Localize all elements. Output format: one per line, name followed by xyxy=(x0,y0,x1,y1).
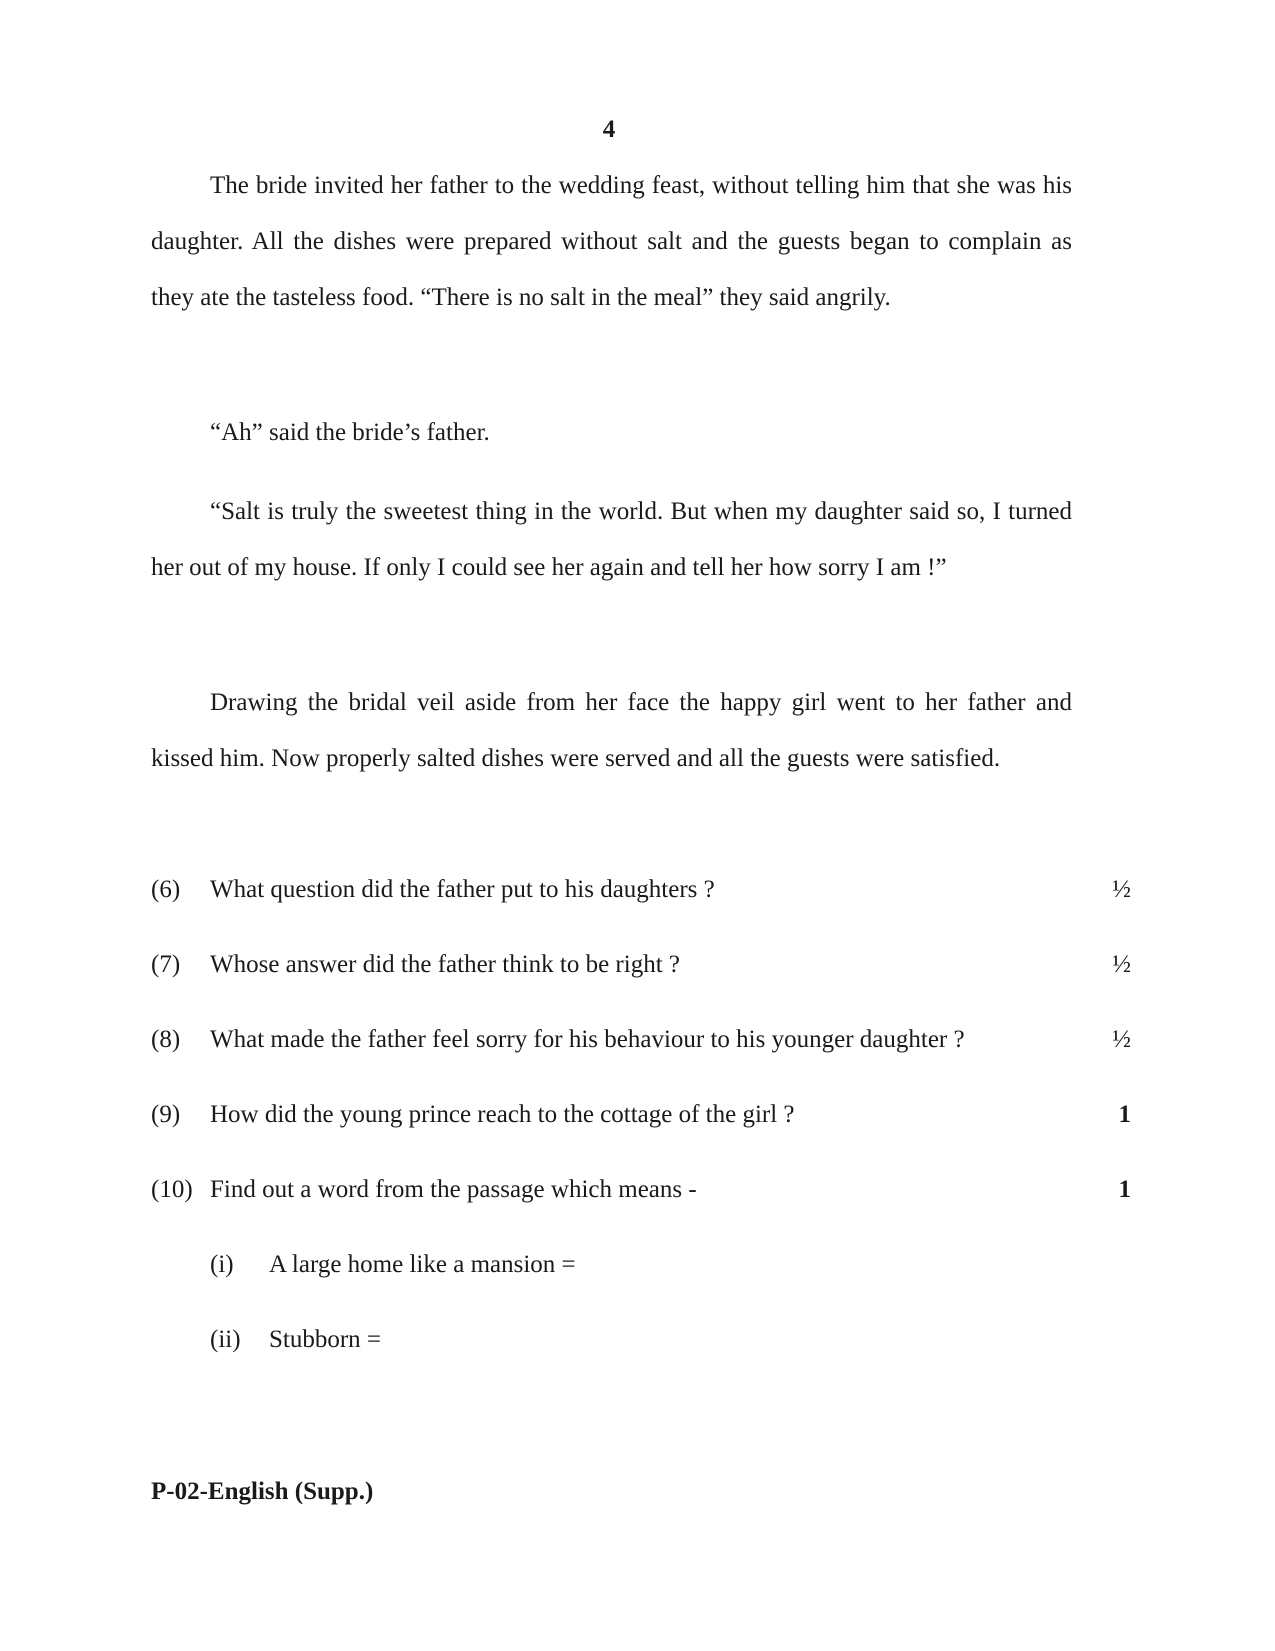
question-text: How did the young prince reach to the cottage of the girl ? xyxy=(210,1101,795,1128)
question-number: (6) xyxy=(151,876,181,903)
question-8 xyxy=(151,1020,1131,1060)
passage-paragraph-4: Drawing the bridal veil aside from her face the happy girl went to her father and kissed him. Now properly salted dishes were served and all the guests were satisfied. xyxy=(151,689,1072,772)
passage-paragraph-2: “Ah” said the bride’s father. xyxy=(210,419,490,446)
sub-question-text: A large home like a mansion = xyxy=(269,1251,576,1278)
question-number: (8) xyxy=(151,1026,181,1053)
question-marks: ½ xyxy=(1112,1026,1131,1053)
sub-question-text: Stubborn = xyxy=(269,1326,382,1353)
question-9 xyxy=(151,1095,1131,1135)
question-marks: 1 xyxy=(1118,1101,1131,1128)
question-marks: ½ xyxy=(1112,876,1131,903)
question-10 xyxy=(151,1170,1131,1210)
paper-code-footer: P-02-English (Supp.) xyxy=(151,1478,374,1505)
question-number: (7) xyxy=(151,951,181,978)
question-6 xyxy=(151,870,1131,910)
sub-question-number: (ii) xyxy=(210,1326,241,1353)
passage-paragraph-1: The bride invited her father to the wedding feast, without telling him that she was his daughter. All the dishes were prepared without salt and the guests began to complain as they ate the tasteless food. “There is no salt in the meal” they said angrily. xyxy=(151,172,1072,311)
question-text: What question did the father put to his daughters ? xyxy=(210,876,715,903)
question-marks: ½ xyxy=(1112,951,1131,978)
question-number: (9) xyxy=(151,1101,181,1128)
question-text: Find out a word from the passage which means - xyxy=(210,1176,697,1203)
passage-paragraph-3: “Salt is truly the sweetest thing in the world. But when my daughter said so, I turned her out of my house. If only I could see her again and tell her how sorry I am !” xyxy=(151,498,1072,581)
page-number: 4 xyxy=(602,116,616,143)
sub-question-number: (i) xyxy=(210,1251,234,1278)
question-marks: 1 xyxy=(1118,1176,1131,1203)
question-7 xyxy=(151,945,1131,985)
question-number: (10) xyxy=(151,1176,193,1203)
question-text: What made the father feel sorry for his behaviour to his younger daughter ? xyxy=(210,1026,965,1053)
question-text: Whose answer did the father think to be right ? xyxy=(210,951,680,978)
